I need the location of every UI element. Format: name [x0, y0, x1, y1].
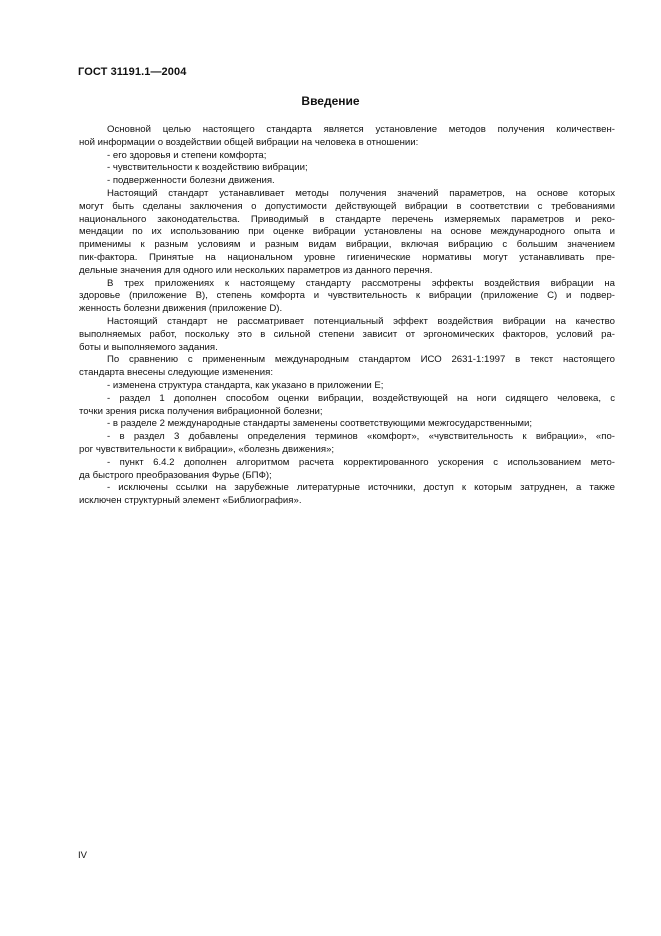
text-line: - раздел 1 дополнен способом оценки вибрации, воздействующей на ноги сидящего человека, с	[107, 392, 615, 404]
text-line: женность болезни движения (приложение D).	[79, 303, 283, 315]
body-text	[79, 124, 615, 508]
text-line: - в разделе 2 международные стандарты заменены соответствующими межгосударственными;	[107, 418, 533, 430]
text-line: Настоящий стандарт не рассматривает потенциальный эффект воздействия вибрации на качество	[107, 315, 615, 327]
text-line: могут быть сделаны заключения о допустимости действующей вибрации в соответствии с требованиями	[79, 200, 615, 212]
text-line: точки зрения риска получения вибрационной болезни;	[79, 405, 323, 417]
text-line: исключен структурный элемент «Библиография».	[79, 495, 302, 507]
text-line: По сравнению с примененным международным стандартом ИСО 2631-1:1997 в текст настоящего	[107, 354, 615, 366]
text-line: - исключены ссылки на зарубежные литературные источники, доступ к которым затруднен, а также	[107, 482, 615, 494]
text-line: - чувствительности к воздействию вибрации;	[107, 162, 308, 174]
document-header: ГОСТ 31191.1—2004	[78, 66, 187, 78]
text-line: - изменена структура стандарта, как указано в приложении Е;	[107, 379, 384, 391]
text-line: дельные значения для одного или нескольких параметров из данного перечня.	[79, 264, 433, 276]
text-line: применимы к разным условиям и разным видам вибрации, включая вибрацию с большим значением	[79, 239, 615, 251]
text-line: - его здоровья и степени комфорта;	[107, 149, 267, 161]
text-line: выполняемых работ, поскольку это в сильной степени зависит от эргономических факторов, условий ра-	[79, 328, 615, 340]
text-line: рог чувствительности к вибрации», «болезнь движения»;	[79, 443, 335, 455]
text-line: - подверженности болезни движения.	[107, 175, 275, 187]
text-line: боты и выполняемого задания.	[79, 341, 218, 353]
text-line: да быстрого преобразования Фурье (БПФ);	[79, 469, 272, 481]
text-line: здоровье (приложение В), степень комфорта и чувствительность к вибрации (приложение С) и подвер-	[79, 290, 615, 302]
text-line: Основной целью настоящего стандарта является установление методов получения количествен-	[107, 124, 615, 135]
text-line: национального законодательства. Приводимый в стандарте перечень измеряемых параметров и реко-	[79, 213, 615, 225]
text-line: Настоящий стандарт устанавливает методы получения значений параметров, на основе которых	[107, 187, 615, 199]
text-line: пик-фактора. Принятые на национальном уровне гигиенические нормативы могут устанавливать пре-	[79, 251, 615, 263]
text-line: мендации по их использованию при оценке вибрации установлены на основе международного опыта и	[79, 226, 615, 238]
section-title: Введение	[301, 94, 360, 108]
text-line: - в раздел 3 добавлены определения терминов «комфорт», «чувствительность к вибрации», «по-	[107, 431, 615, 443]
text-line: В трех приложениях к настоящему стандарту рассмотрены эффекты воздействия вибрации на	[107, 277, 615, 289]
text-line: ной информации о воздействии общей вибрации на человека в отношении:	[79, 136, 419, 148]
text-line: стандарта внесены следующие изменения:	[79, 367, 273, 379]
text-line: - пункт 6.4.2 дополнен алгоритмом расчета корректированного ускорения с использованием мето-	[107, 456, 615, 468]
page-number: IV	[78, 850, 87, 861]
